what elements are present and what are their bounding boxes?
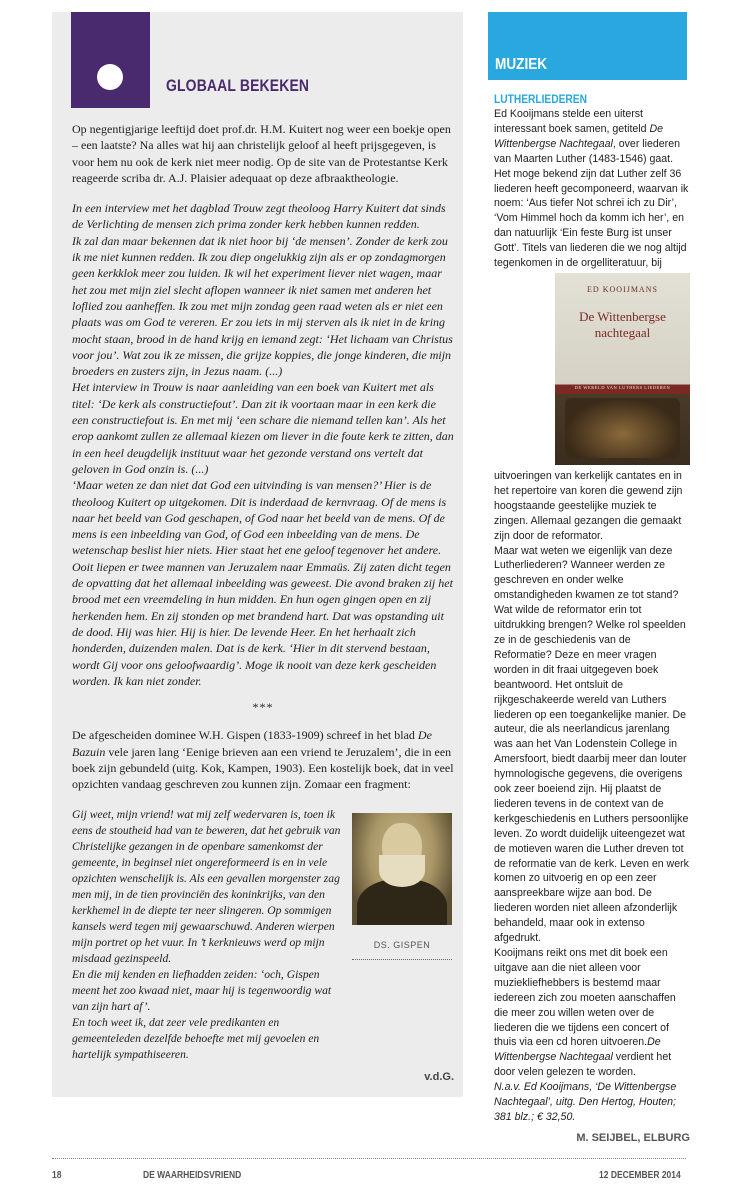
section-title: GLOBAAL BEKEKEN (166, 76, 310, 95)
book-title: De Wittenbergse nachtegaal (579, 309, 666, 340)
article-heading: LUTHERLIEDEREN (494, 92, 587, 106)
photo-caption: DS. GISPEN (373, 939, 431, 950)
quote-paragraph: Ooit liepen er twee mannen van Jeruzalem naar Emmaüs. Zij zaten dicht tegen de opvatting dat het allemaal inbeelding was geweest. Die avond braken zij het brood met een vreemdeling in hun midden. En hun ogen gingen open en zij herkenden hem. En zij stonden op met brandend hart. Dat was opstanding uit de dood. Hij was hier. Hij is hier. De levende Heer. En het herhaalt zich honderden, duizenden malen. Dat is de kerk. ‘Hier in dit stervend bestaan, wordt Gij voor ons geloofwaardig’. Moge ik nooit van deze kerk gescheiden worden. Ik kan niet zonder. (72, 559, 453, 688)
text: De afgescheiden dominee W.H. Gispen (1833-1909) schreef in het blad (72, 728, 418, 743)
issue-date: 12 DECEMBER 2014 (599, 1169, 681, 1181)
book-cover (555, 273, 690, 465)
book-reference: N.a.v. Ed Kooijmans, ‘De Wittenbergse Nachtegaal’, uitg. Den Hertog, Houten; 381 blz.; € 32,50. (494, 1081, 677, 1123)
gispen-quote (72, 807, 342, 1063)
text: Kooijmans reikt ons met dit boek een uitgave aan die niet alleen voor muziekliefhebbers is bestemd maar iedereen zich zou moeten aanschaffen die meer zou willen weten over de liederen die we tijdens een concert of thuis via een cd horen uitvoeren. (494, 947, 676, 1049)
text: Ed Kooijmans stelde een uiterst interessant boek samen, getiteld (494, 108, 650, 135)
signature: v.d.G. (424, 1070, 454, 1083)
paragraph: Maar wat weten we eigenlijk van deze Lutherliederen? Wanneer werden ze geschreven en onder welke omstandigheden kwamen ze tot stand? Wat wilde de reformator erin tot uitdrukking brengen? Welke rol speelden ze in de geschiedenis van de Reformatie? Deze en meer vragen worden in dit fraai uitgegeven boek beantwoord. Het ontsluit de rijkgeschakeerde wereld van Luthers liederen op een toegankelijke manier. De auteur, die als neerlandicus jarenlang was aan het Van Lodenstein College in Amersfoort, biedt daarbij meer dan louter hymnologische gegevens, die overigens ook zeer boeiend zijn. Hij plaatst de liederen tevens in de context van de kerkgeschiedenis en Luthers persoonlijke leven. Zo wordt duidelijk uiteengezet wat de motieven waren die Luther dreven tot de reformatie van de kerk. Leven en werk komen zo uitvoerig en op een zeer aanspreekbare wijze aan bod. De liederen worden niet alleen afzonderlijk behandeld, maar ook in extenso afgedrukt. (494, 544, 689, 945)
quote-paragraph: En toch weet ik, dat zeer vele predikanten en gemeenteleden dezelfde behoefte met mij gevoelen en hartelijk sympathiseeren. (72, 1015, 320, 1061)
footer (52, 1158, 686, 1199)
book-author: ED KOOIJMANS (587, 285, 658, 294)
quote-paragraph: Het interview in Trouw is naar aanleiding van een boek van Kuitert met als titel: ‘De kerk als constructiefout’. Dan zit ik voortaan maar in een kerk die een constructiefout is. En met mij ‘een schare die niemand tellen kan’. Als het erop aankomt zullen ze allemaal kiezen om liever in die foute kerk te zitten, dan in een heel deugdelijk instituut waar het gezonde verstand ons vertelt dat geloven in God onzin is. (...) (72, 380, 454, 476)
article-body (72, 12, 454, 1085)
paragraph (494, 946, 690, 1080)
text: , over liederen van Maarten Luther (1483-1546) gaat. Het moge bekend zijn dat Luther zelf 36 liederen heeft gecomponeerd, waarvan ik noem: ‘Aus tiefer Not schrei ich zu Dir’, ‘Vom Himmel hoch da komm ich her’, en dan natuurlijk ‘Ein feste Burg ist unser Gott’. Titels van liederen die we nog altijd tegenkomen in de orgelliteratuur, bij uitvoeringen van kerkelijk cantates en in het repertoire van koren die gewend zijn hoogstaande geestelijke muziek te zingen. Allemaal gezangen die gemaakt zijn door de reformator. (494, 137, 689, 542)
text: vele jaren lang ‘Eenige brieven aan een vriend te Jeruzalem’, die in een boek zijn gebundeld (uitg. Kok, Kampen, 1903). Een kostelijk boek, dat in veel opzichten vandaag geschreven zou kunnen zijn. Zomaar een fragment: (72, 744, 454, 792)
publication-name: DE WAARHEIDSVRIEND (143, 1169, 242, 1181)
intro-paragraph: Op negentigjarige leeftijd doet prof.dr. H.M. Kuitert nog weer een boekje open – een laatste? Na alles wat hij aan christelijk geloof al heeft prijsgegeven, is voor hem nu ook de kerk niet meer nodig. Op de site van de Protestantse Kerk reageerde scriba dr. A.J. Plaisier adequaat op deze afbraaktheologie. (72, 122, 451, 185)
book-title-ref: De Wittenbergse Nachtegaal (494, 1036, 661, 1064)
magazine-title: De Bazuin (72, 728, 432, 759)
book-title-ref: De Wittenbergse Nachtegaal (494, 122, 664, 150)
author-signature: M. SEIJBEL, ELBURG (576, 1131, 690, 1144)
section-title: MUZIEK (495, 56, 548, 73)
muziek-column (488, 12, 690, 1146)
gispen-quote-block (72, 807, 454, 1063)
quote-paragraph: In een interview met het dagblad Trouw zegt theoloog Harry Kuitert dat sinds de Verlichting de mensen zich prima zonder kerk hebben kunnen redden. (72, 201, 446, 232)
quote-paragraph: En die mij kenden en liefhadden zeiden: ‘och, Gispen meent het zoo kwaad niet, maar hij is tegenwoordig wat van zijn hart af’. (72, 967, 332, 1013)
quote-paragraph: Gij weet, mijn vriend! wat mij zelf wedervaren is, toen ik eens de stoutheid had van te beweren, dat het gebruik van Christelijke gezangen in de openbare samenkomst der gemeente, in beginsel niet ongereformeerd is en in vele opzichten wenschelijk is. Als een gevallen morgenster zag men mij, in de tien provinciën des koninkrijks, van den kerkhemel in de diepte ter neer slingeren. Op sommigen kansels werd tegen mij gewaarschuwd. Anderen wierpen mijn portret op het vuur. In ’t kerknieuws werd op mijn misdaad gezinspeeld. (72, 807, 341, 965)
gispen-intro (72, 727, 454, 792)
text: verdient het door velen gelezen te worden. (494, 1051, 672, 1079)
book-illustration (565, 398, 680, 458)
book-subtitle: DE WERELD VAN LUTHERS LIEDEREN (574, 385, 671, 390)
quote-paragraph: Ik zal dan maar bekennen dat ik niet hoor bij ‘de mensen’. Zonder de kerk zou ik me niet kunnen redden. Ik zou diep ongelukkig zijn als er op zondagmorgen geen kerkklok meer zou luiden. Ik wil het experiment liever niet wagen, maar het zou met mijn ziel slecht aflopen wanneer ik niet samen met anderen het loflied zou aanheffen. Ik zou met mijn zondag geen raad weten als er niet een plaats was om God te vereren. Er zou iets in mij sterven als ik niet in de kring mocht staan, brood in de hand krijg en iemand zegt: ‘Het lichaam van Christus voor jou’. Wat zou ik ze missen, die grijze koppies, die jonge kinderen, die mijn broeders en zusters zijn, in Jezus naam. (...) (72, 233, 453, 379)
quote-paragraph: ‘Maar weten ze dan niet dat God een uitvinding is van mensen?’ Hier is de theoloog Kuitert op uitgekomen. Dit is inderdaad de kernvraag. Of de mens is naar het beeld van God geschapen, of God naar het beeld van de mens. Of de mens is een inbeelding van God, of God een inbeelding van de mens. De wetenschap beslist hier niets. Hier staat het ene geloof tegenover het andere. (72, 478, 447, 558)
photo-figure (352, 813, 452, 960)
globaal-bekeken-panel (52, 12, 463, 1097)
muziek-article (494, 92, 690, 1146)
divider (352, 959, 452, 960)
page-number: 18 (52, 1169, 62, 1181)
muziek-header (488, 12, 687, 80)
separator-stars: *** (252, 700, 274, 715)
gispen-portrait (352, 813, 452, 925)
